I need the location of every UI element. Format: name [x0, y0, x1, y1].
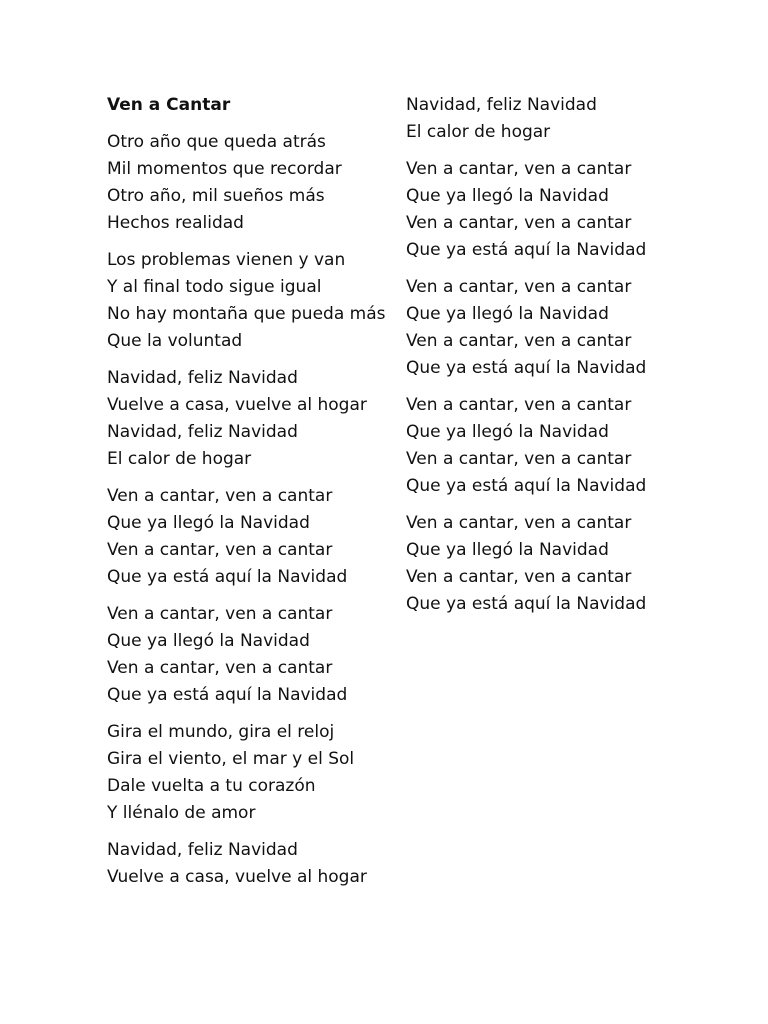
stanza — [107, 601, 407, 709]
stanza — [406, 392, 706, 500]
lyric-line: Ven a cantar, ven a cantar — [406, 567, 632, 587]
lyric-line: Dale vuelta a tu corazón — [107, 776, 316, 796]
lyric-line: Que ya está aquí la Navidad — [406, 594, 647, 614]
lyric-line: Que ya llegó la Navidad — [406, 304, 609, 324]
lyric-line: Vuelve a casa, vuelve al hogar — [107, 395, 367, 415]
stanza — [107, 247, 407, 355]
lyric-line: Navidad, feliz Navidad — [107, 368, 298, 388]
lyric-line: Gira el mundo, gira el reloj — [107, 722, 335, 742]
left-column — [107, 92, 407, 901]
lyric-line: Hechos realidad — [107, 213, 244, 233]
stanza — [107, 837, 407, 891]
lyric-line: Ven a cantar, ven a cantar — [406, 513, 632, 533]
lyric-line: Y llénalo de amor — [107, 803, 256, 823]
lyric-line: Que ya está aquí la Navidad — [406, 240, 647, 260]
lyric-line: Ven a cantar, ven a cantar — [406, 213, 632, 233]
lyric-line: Navidad, feliz Navidad — [107, 840, 298, 860]
lyric-line: Ven a cantar, ven a cantar — [406, 449, 632, 469]
lyric-line: Navidad, feliz Navidad — [107, 422, 298, 442]
lyric-line: Vuelve a casa, vuelve al hogar — [107, 867, 367, 887]
lyric-line: Ven a cantar, ven a cantar — [107, 604, 333, 624]
stanza — [107, 365, 407, 473]
stanza — [406, 92, 706, 146]
lyric-line: Que ya está aquí la Navidad — [406, 476, 647, 496]
lyric-line: Que ya llegó la Navidad — [107, 513, 310, 533]
stanza — [406, 156, 706, 264]
lyric-line: Gira el viento, el mar y el Sol — [107, 749, 355, 769]
lyric-line: Que la voluntad — [107, 331, 243, 351]
lyric-line: Que ya está aquí la Navidad — [107, 567, 348, 587]
lyric-line: Navidad, feliz Navidad — [406, 95, 597, 115]
lyric-line: Que ya está aquí la Navidad — [107, 685, 348, 705]
lyric-line: Ven a cantar, ven a cantar — [406, 159, 632, 179]
left-stanzas — [107, 129, 407, 891]
lyric-line: Y al final todo sigue igual — [107, 277, 322, 297]
stanza — [107, 129, 407, 237]
lyric-line: Que ya llegó la Navidad — [406, 186, 609, 206]
lyric-line: Que ya llegó la Navidad — [406, 422, 609, 442]
lyric-line: Ven a cantar, ven a cantar — [107, 540, 333, 560]
lyric-line: El calor de hogar — [107, 449, 252, 469]
lyric-line: No hay montaña que pueda más — [107, 304, 386, 324]
stanza — [406, 274, 706, 382]
stanza — [107, 719, 407, 827]
lyric-line: Que ya está aquí la Navidad — [406, 358, 647, 378]
lyric-line: Los problemas vienen y van — [107, 250, 346, 270]
right-stanzas — [406, 92, 706, 618]
lyric-line: Que ya llegó la Navidad — [406, 540, 609, 560]
lyric-line: Ven a cantar, ven a cantar — [406, 395, 632, 415]
stanza — [107, 483, 407, 591]
song-title: Ven a Cantar — [107, 95, 231, 115]
stanza — [406, 510, 706, 618]
lyric-line: Ven a cantar, ven a cantar — [107, 658, 333, 678]
lyric-line: Mil momentos que recordar — [107, 159, 342, 179]
lyric-line: Que ya llegó la Navidad — [107, 631, 310, 651]
lyric-line: Otro año, mil sueños más — [107, 186, 325, 206]
lyric-line: El calor de hogar — [406, 122, 551, 142]
lyric-line: Ven a cantar, ven a cantar — [406, 331, 632, 351]
lyric-line: Ven a cantar, ven a cantar — [107, 486, 333, 506]
lyric-line: Ven a cantar, ven a cantar — [406, 277, 632, 297]
right-column — [406, 92, 706, 628]
lyric-line: Otro año que queda atrás — [107, 132, 326, 152]
